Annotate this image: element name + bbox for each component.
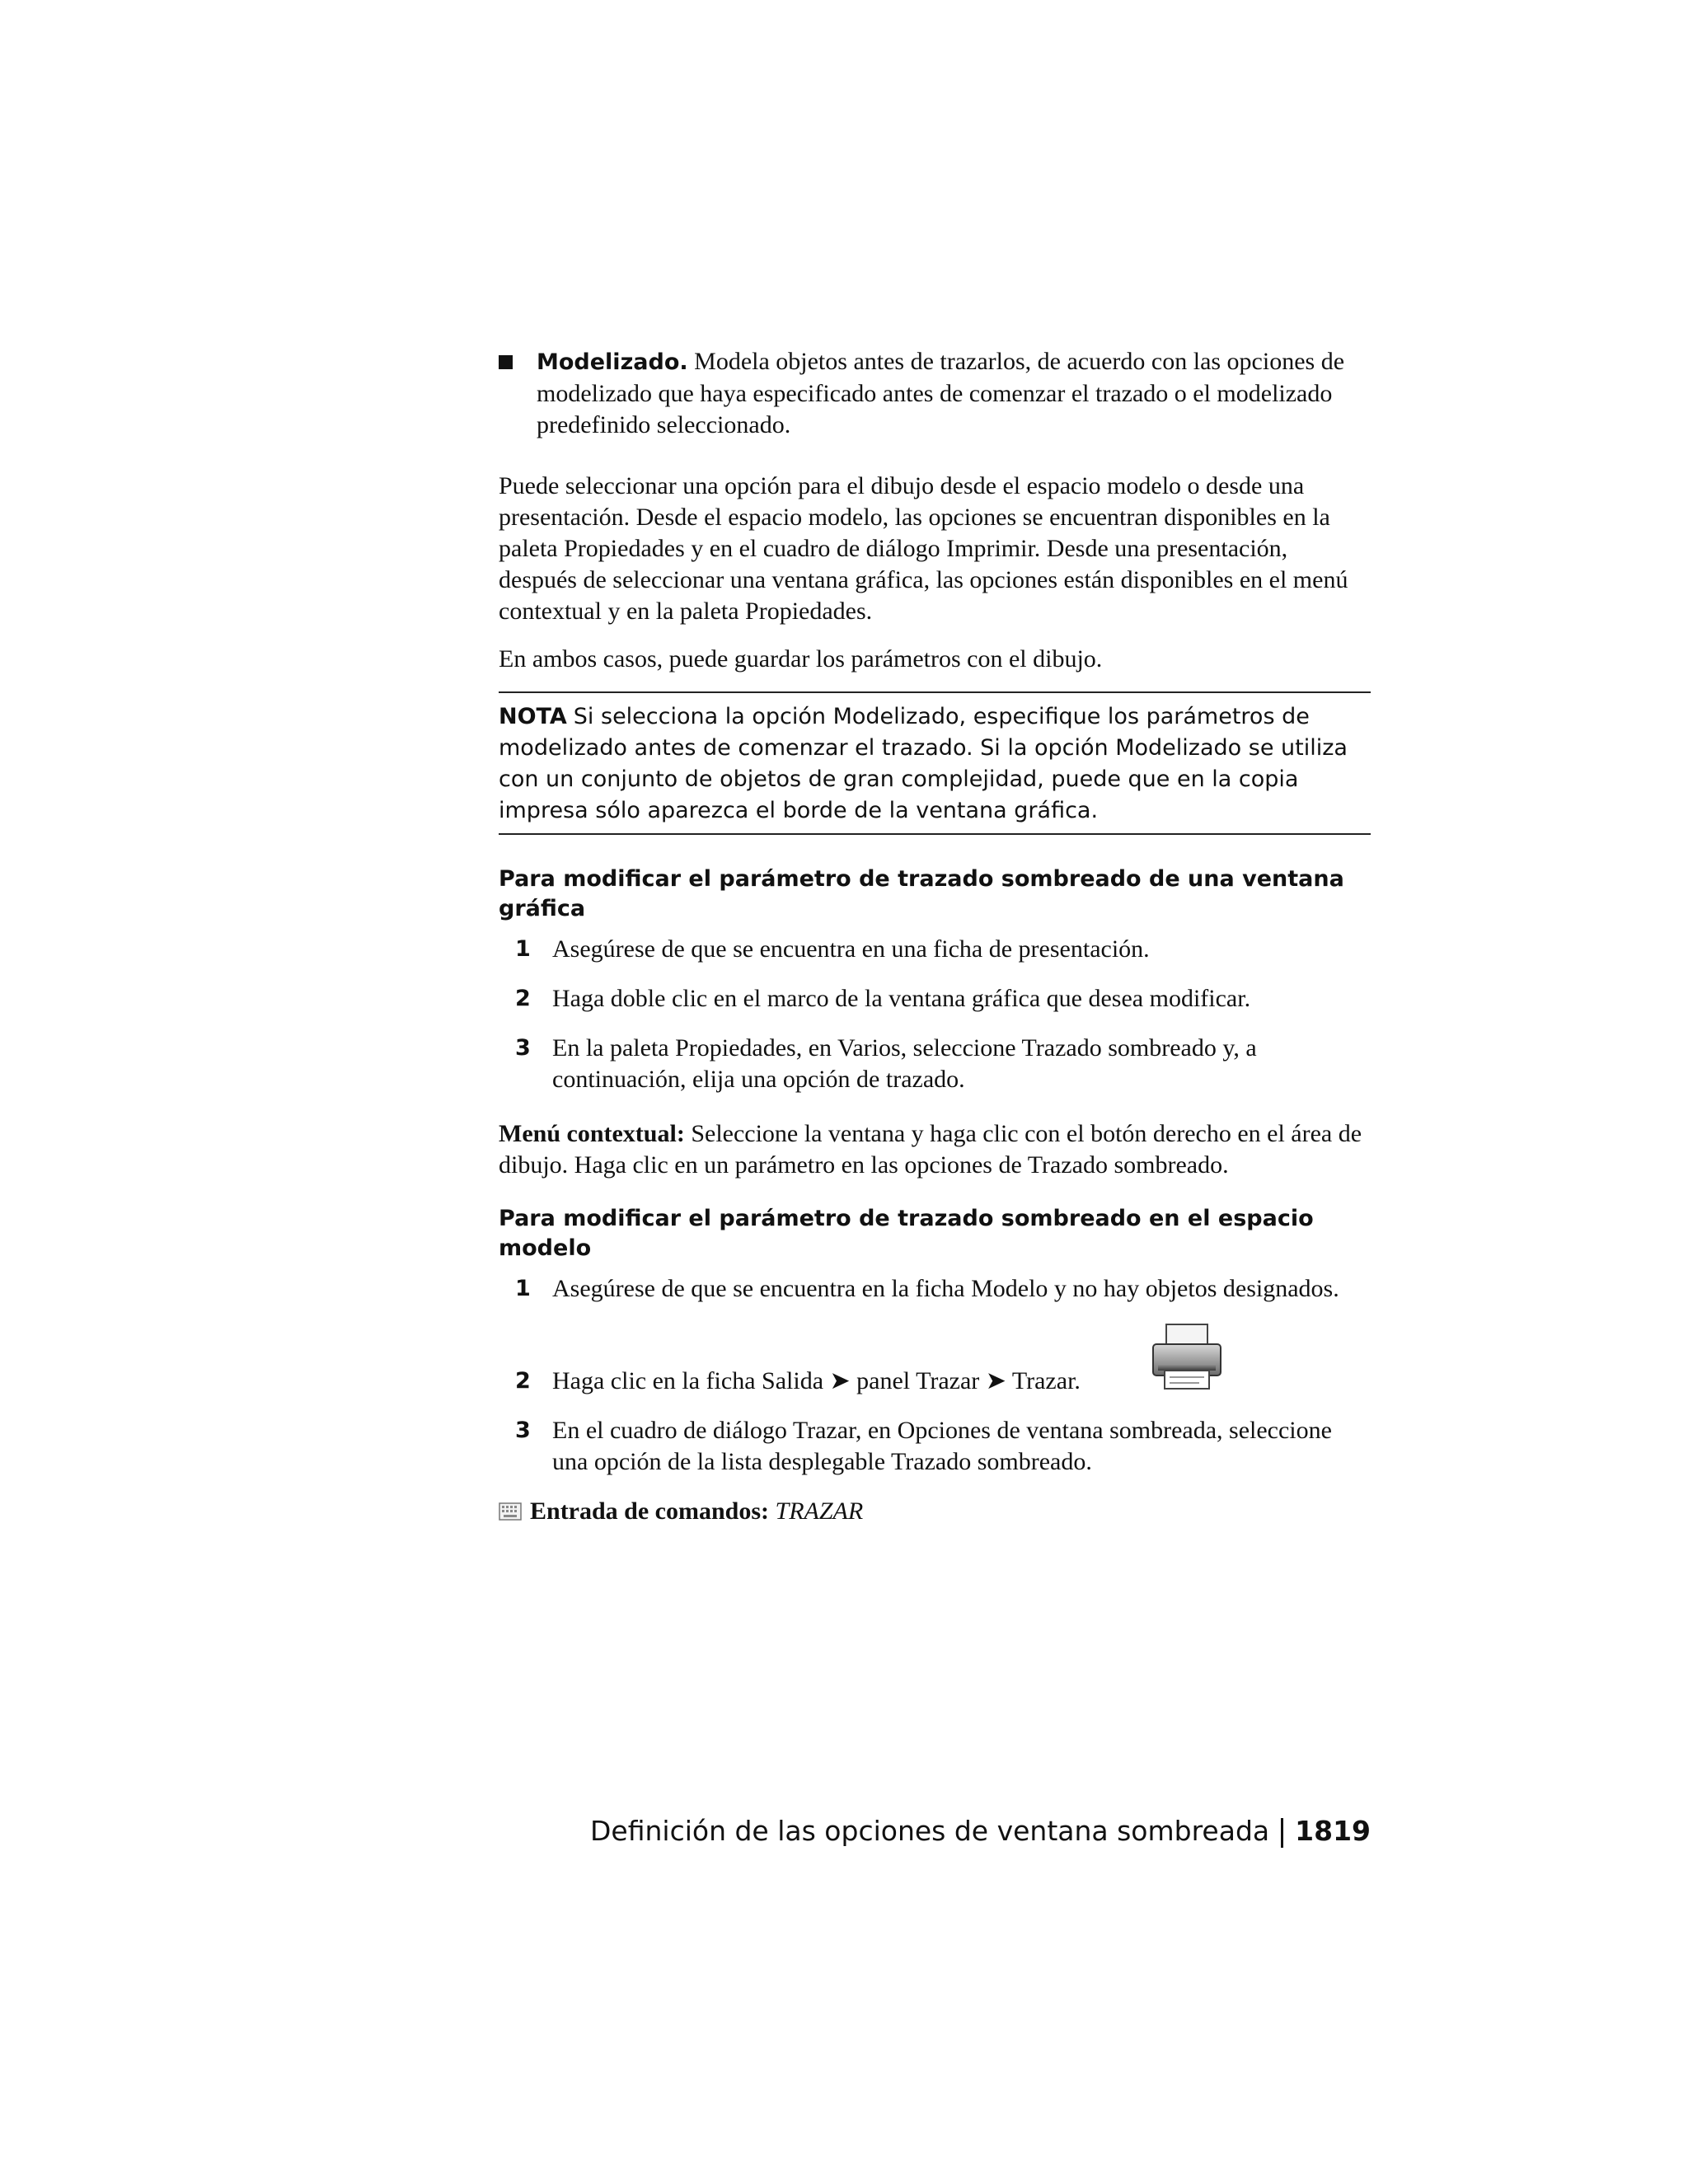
procedure-2-title: Para modificar el parámetro de trazado sombreado en el espacio modelo xyxy=(499,1206,1314,1261)
step-number: 1 xyxy=(515,936,531,962)
footer-separator xyxy=(1281,1818,1283,1848)
note-text: Si selecciona la opción Modelizado, especifique los parámetros de modelizado antes de comenzar el trazado. Si la opción Modelizado se utiliza con un conjunto de objetos de gran complejidad, puede que en la copia impresa sólo aparezca el borde de la ventana gráfica. xyxy=(499,704,1348,823)
bullet-item-modelizado xyxy=(499,346,1371,441)
shortcut-label: Menú contextual: xyxy=(499,1120,685,1147)
step-text: Asegúrese de que se encuentra en una ficha de presentación. xyxy=(552,935,1150,963)
page-content xyxy=(499,330,1371,1527)
step-text: Haga doble clic en el marco de la ventana gráfica que desea modificar. xyxy=(552,985,1251,1012)
shortcut-paragraph xyxy=(499,1118,1371,1181)
step-number: 3 xyxy=(515,1418,531,1443)
command-label: Entrada de comandos: xyxy=(530,1497,770,1525)
command-value: TRAZAR xyxy=(775,1497,864,1525)
step-number: 1 xyxy=(515,1276,531,1301)
shortcut-text: Seleccione la ventana y haga clic con el botón derecho en el área de dibujo. Haga clic en un parámetro en las opciones de Trazado sombreado. xyxy=(499,1120,1362,1179)
step-text: En la paleta Propiedades, en Varios, seleccione Trazado sombreado y, a continuación, elija una opción de trazado. xyxy=(552,1034,1257,1093)
procedure-1-step xyxy=(499,934,1371,965)
step-text: En el cuadro de diálogo Trazar, en Opciones de ventana sombreada, seleccione una opción de la lista desplegable Trazado sombreado. xyxy=(552,1417,1332,1475)
procedure-1-step xyxy=(499,983,1371,1015)
step-text: Asegúrese de que se encuentra en la ficha Modelo y no hay objetos designados. xyxy=(552,1275,1339,1302)
printer-icon xyxy=(1150,1323,1224,1392)
bullet-text: Modela objetos antes de trazarlos, de acuerdo con las opciones de modelizado que haya especificado antes de comenzar el trazado o el modelizado predefinido seleccionado. xyxy=(537,348,1345,438)
note-label: NOTA xyxy=(499,704,567,729)
procedure-2-steps xyxy=(499,1273,1371,1478)
step-number: 2 xyxy=(515,1368,531,1394)
page-number: 1819 xyxy=(1295,1815,1371,1847)
command-entry xyxy=(499,1496,1371,1527)
step-text: Haga clic en la ficha Salida ➤ panel Trazar ➤ Trazar. xyxy=(552,1367,1081,1394)
page-footer xyxy=(499,1815,1371,1848)
procedure-2-step xyxy=(499,1323,1371,1397)
note-box xyxy=(499,691,1371,835)
procedure-2-step xyxy=(499,1415,1371,1478)
footer-title: Definición de las opciones de ventana sombreada xyxy=(590,1815,1270,1847)
step-number: 3 xyxy=(515,1035,531,1061)
body-paragraph-2: En ambos casos, puede guardar los parámetros con el dibujo. xyxy=(499,645,1103,673)
step-number: 2 xyxy=(515,986,531,1011)
procedure-1-step xyxy=(499,1033,1371,1095)
procedure-2-step xyxy=(499,1273,1371,1305)
procedure-1-steps xyxy=(499,934,1371,1095)
bullet-square-icon xyxy=(499,355,513,369)
keyboard-icon xyxy=(499,1502,522,1521)
body-paragraph-1: Puede seleccionar una opción para el dibujo desde el espacio modelo o desde una presentación. Desde el espacio modelo, las opciones se encuentran disponibles en la paleta Propiedades y en el cuadro de diálogo Imprimir. Desde una presentación, después de seleccionar una ventana gráfica, las opciones están disponibles en el menú contextual y en la paleta Propiedades. xyxy=(499,472,1348,625)
bullet-lead: Modelizado. xyxy=(537,349,688,375)
procedure-1-title: Para modificar el parámetro de trazado sombreado de una ventana gráfica xyxy=(499,866,1344,921)
